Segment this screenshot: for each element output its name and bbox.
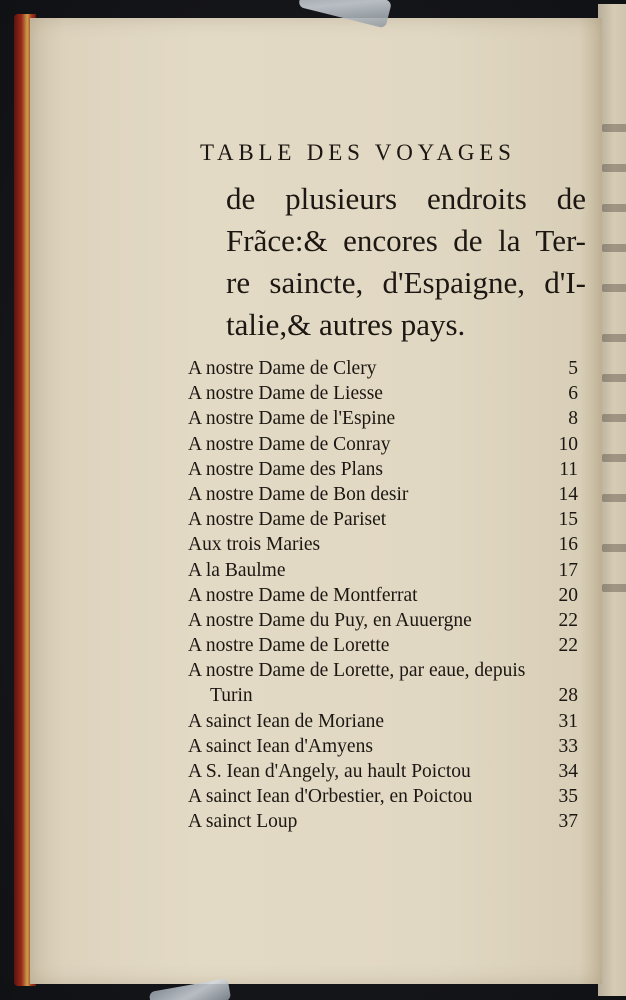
running-title: TABLE DES VOYAGES	[200, 140, 516, 165]
toc-entry	[188, 635, 580, 660]
table-of-contents-list	[188, 358, 580, 837]
heading-line-4: talie,& autres pays.	[226, 307, 466, 342]
toc-entry	[188, 434, 580, 459]
bleed-through-mark	[602, 544, 626, 552]
bleed-through-mark	[602, 204, 626, 212]
toc-entry-title: A nostre Dame du Puy, en Auuergne	[188, 609, 472, 631]
toc-entry-page-number: 5	[568, 358, 578, 379]
toc-entry-title: A S. Iean d'Angely, au hault Poictou	[188, 761, 471, 782]
toc-entry-title: A nostre Dame de Lorette, par eaue, depuis	[188, 660, 526, 682]
toc-entry-page-number: 33	[558, 735, 578, 757]
toc-entry	[188, 560, 580, 585]
toc-entry	[188, 484, 580, 509]
toc-entry-page-number: 22	[558, 609, 578, 631]
bleed-through-mark	[602, 374, 626, 382]
toc-entry	[188, 761, 580, 786]
toc-entry	[188, 408, 580, 433]
toc-entry-page-number: 20	[558, 584, 578, 606]
toc-entry-title: A nostre Dame de Liesse	[188, 383, 383, 405]
toc-entry	[188, 383, 580, 408]
toc-entry	[188, 534, 580, 559]
toc-entry	[188, 660, 580, 685]
bleed-through-mark	[602, 244, 626, 252]
toc-entry-page-number: 8	[568, 408, 578, 430]
bleed-through-mark	[602, 164, 626, 172]
toc-entry-page-number: 37	[558, 811, 578, 833]
toc-entry-title: A sainct Loup	[188, 811, 298, 833]
bleed-through-mark	[602, 584, 626, 592]
toc-entry-page-number: 15	[558, 509, 578, 531]
bleed-through-mark	[602, 334, 626, 342]
toc-entry	[188, 736, 580, 761]
toc-entry-title: A sainct Iean d'Amyens	[188, 735, 373, 757]
toc-entry-page-number: 11	[559, 458, 578, 480]
adjacent-page-edge	[598, 4, 626, 996]
toc-entry	[188, 509, 580, 534]
toc-entry-title: A nostre Dame de Clery	[188, 358, 377, 379]
bleed-through-mark	[602, 124, 626, 132]
toc-entry-title: A nostre Dame de Montferrat	[188, 584, 418, 606]
toc-entry-page-number: 14	[558, 483, 578, 505]
toc-entry-page-number: 17	[558, 559, 578, 581]
toc-entry-page-number: 35	[558, 786, 578, 808]
toc-entry	[188, 610, 580, 635]
heading-line-3: re saincte, d'Espaigne, d'I-	[226, 265, 586, 300]
toc-entry	[188, 459, 580, 484]
toc-entry-page-number: 31	[558, 710, 578, 732]
toc-entry-title: A la Baulme	[188, 559, 286, 581]
toc-entry-title: A nostre Dame de Bon desir	[188, 483, 409, 505]
toc-entry-title: A nostre Dame de Pariset	[188, 509, 387, 531]
heading-line-2: Frãce:& encores de la Ter-	[226, 223, 586, 258]
toc-entry-title: Aux trois Maries	[188, 534, 321, 556]
toc-entry-page-number: 6	[568, 383, 578, 405]
bleed-through-mark	[602, 284, 626, 292]
toc-entry-title: Turin	[210, 685, 253, 707]
toc-entry-title: A nostre Dame de Conray	[188, 433, 391, 455]
toc-entry-page-number: 22	[558, 635, 578, 657]
toc-entry-page-number: 34	[558, 761, 578, 782]
heading-line-1: de plusieurs endroits de	[226, 181, 586, 216]
toc-entry	[188, 585, 580, 610]
toc-entry	[188, 685, 580, 710]
toc-entry-title: A sainct Iean de Moriane	[188, 710, 385, 732]
toc-entry-page-number: 16	[558, 534, 578, 556]
toc-entry	[188, 786, 580, 811]
toc-entry-title: A nostre Dame de Lorette	[188, 635, 390, 657]
toc-entry	[188, 811, 580, 836]
bleed-through-mark	[602, 494, 626, 502]
toc-entry-title: A nostre Dame de l'Espine	[188, 408, 396, 430]
toc-entry	[188, 711, 580, 736]
bleed-through-mark	[602, 454, 626, 462]
toc-entry-page-number: 28	[558, 685, 578, 707]
toc-entry-page-number: 10	[558, 433, 578, 455]
toc-entry-title: A nostre Dame des Plans	[188, 458, 383, 480]
bleed-through-mark	[602, 414, 626, 422]
toc-entry	[188, 358, 580, 383]
toc-entry-title: A sainct Iean d'Orbestier, en Poictou	[188, 786, 473, 808]
